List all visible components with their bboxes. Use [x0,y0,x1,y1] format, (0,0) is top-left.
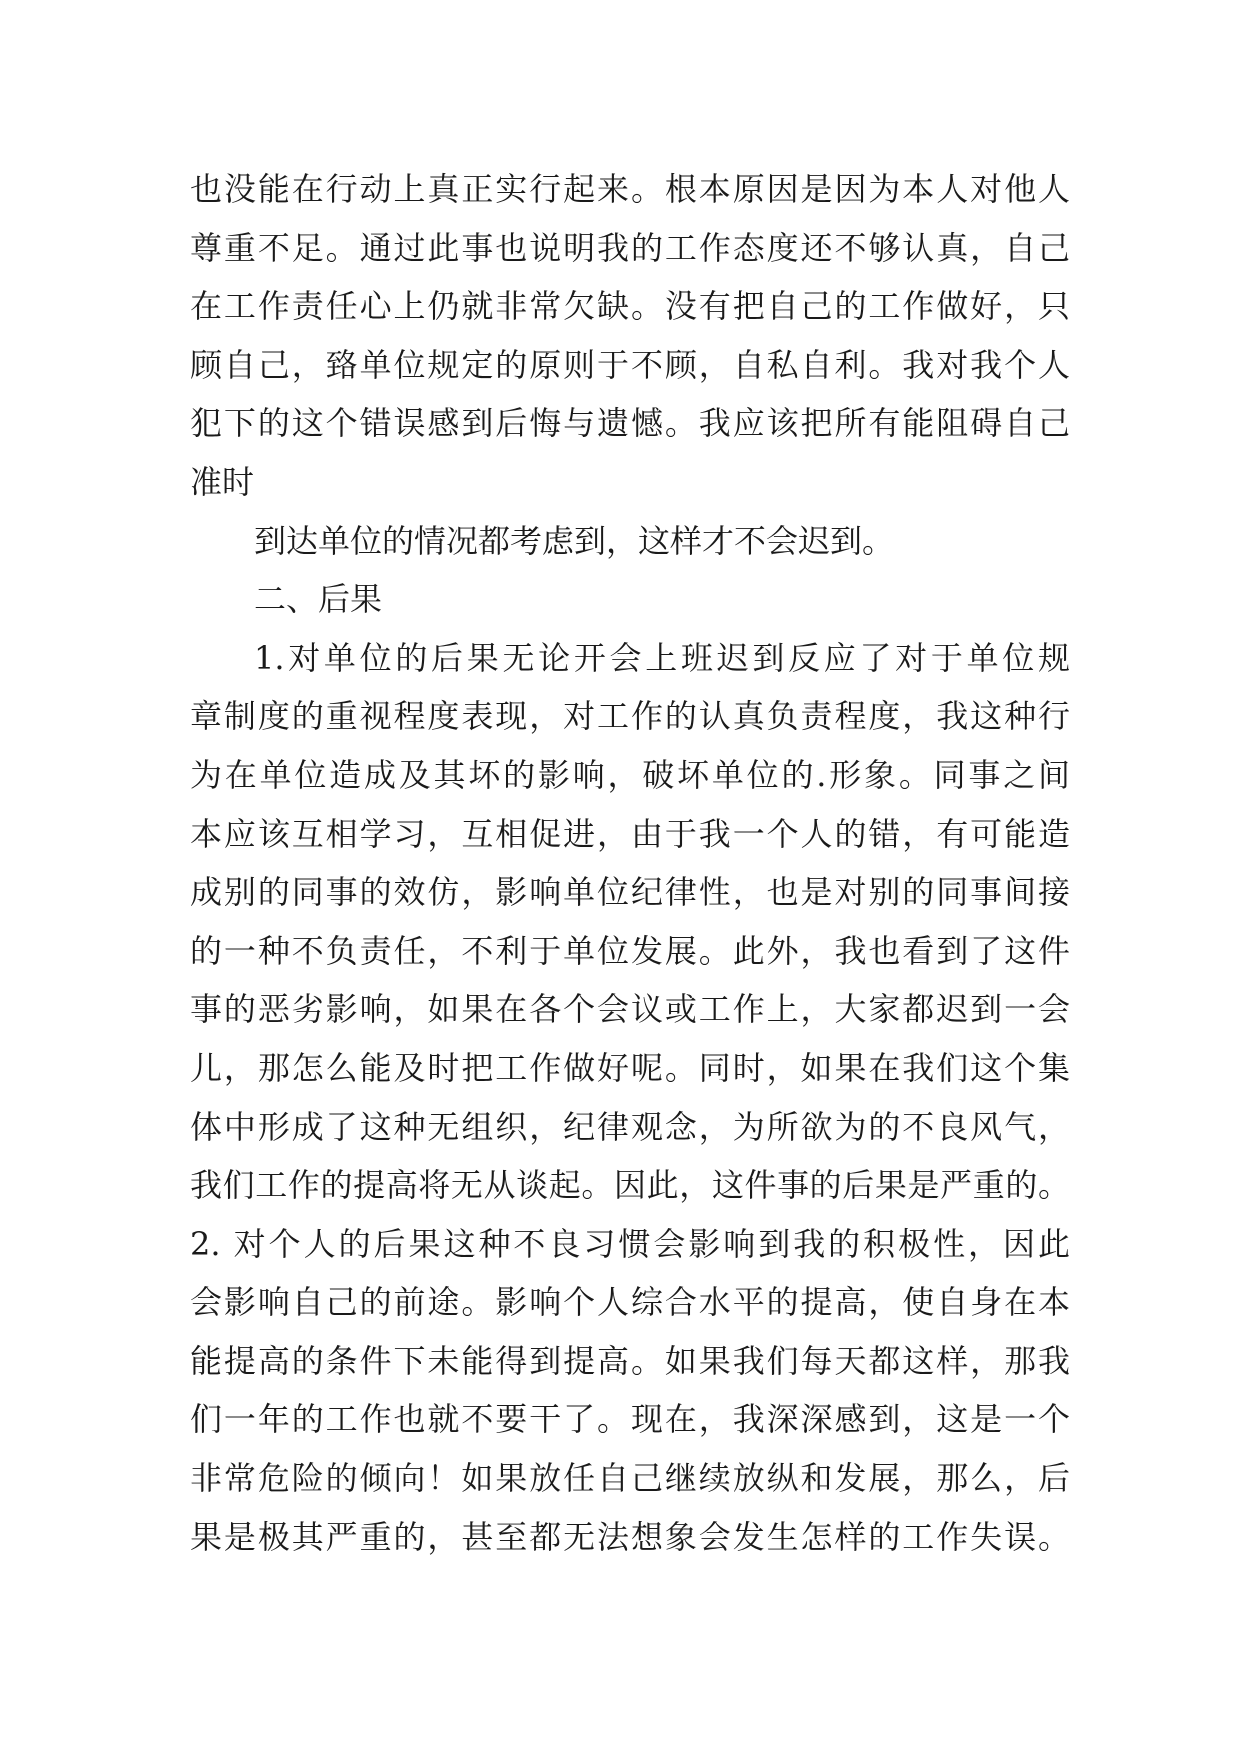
text-line: 1.对单位的后果无论开会上班迟到反应了对于单位规 [254,638,1070,677]
text-line: 体中形成了这种无组织，纪律观念，为所欲为的不良风气， [190,1107,1070,1146]
text-line: 本应该互相学习，互相促进，由于我一个人的错，有可能造 [190,814,1070,853]
text-line: 准时 [190,462,255,501]
text-line: 事的恶劣影响，如果在各个会议或工作上，大家都迟到一会 [190,990,1070,1029]
text-line: 非常危险的倾向！如果放任自己继续放纵和发展，那么，后 [190,1459,1070,1498]
text-line: 会影响自己的前途。影响个人综合水平的提高，使自身在本 [190,1283,1070,1322]
section-heading: 二、后果 [254,580,383,619]
text-line: 也没能在行动上真正实行起来。根本原因是因为本人对他人 [190,170,1070,208]
text-line: 成别的同事的效仿，影响单位纪律性，也是对别的同事间接 [190,873,1070,912]
text-line: 在工作责任心上仍就非常欠缺。没有把自己的工作做好，只 [190,287,1070,326]
text-line: 尊重不足。通过此事也说明我的工作态度还不够认真，自己 [190,228,1070,267]
text-line: 到达单位的情况都考虑到，这样才不会迟到。 [254,521,895,560]
text-line: 们一年的工作也就不要干了。现在，我深深感到，这是一个 [190,1400,1070,1439]
text-line: 为在单位造成及其坏的影响，破坏单位的.形象。同事之间 [190,755,1070,794]
text-line: 果是极其严重的，甚至都无法想象会发生怎样的工作失误。 [190,1517,1070,1556]
text-line: 章制度的重视程度表现，对工作的认真负责程度，我这种行 [190,697,1070,736]
text-line: 我们工作的提高将无从谈起。因此，这件事的后果是严重的。 [190,1166,1070,1205]
document-body [190,160,1070,1566]
text-line: 能提高的条件下未能得到提高。如果我们每天都这样，那我 [190,1341,1070,1380]
text-line: 顾自己，臵单位规定的原则于不顾，自私自利。我对我个人 [190,345,1070,384]
text-line: 的一种不负责任，不利于单位发展。此外，我也看到了这件 [190,931,1070,970]
text-line: 儿，那怎么能及时把工作做好呢。同时，如果在我们这个集 [190,1048,1070,1087]
text-line: 犯下的这个错误感到后悔与遗憾。我应该把所有能阻碍自己 [190,404,1070,443]
text-line: 2. 对个人的后果这种不良习惯会影响到我的积极性，因此 [190,1224,1070,1263]
